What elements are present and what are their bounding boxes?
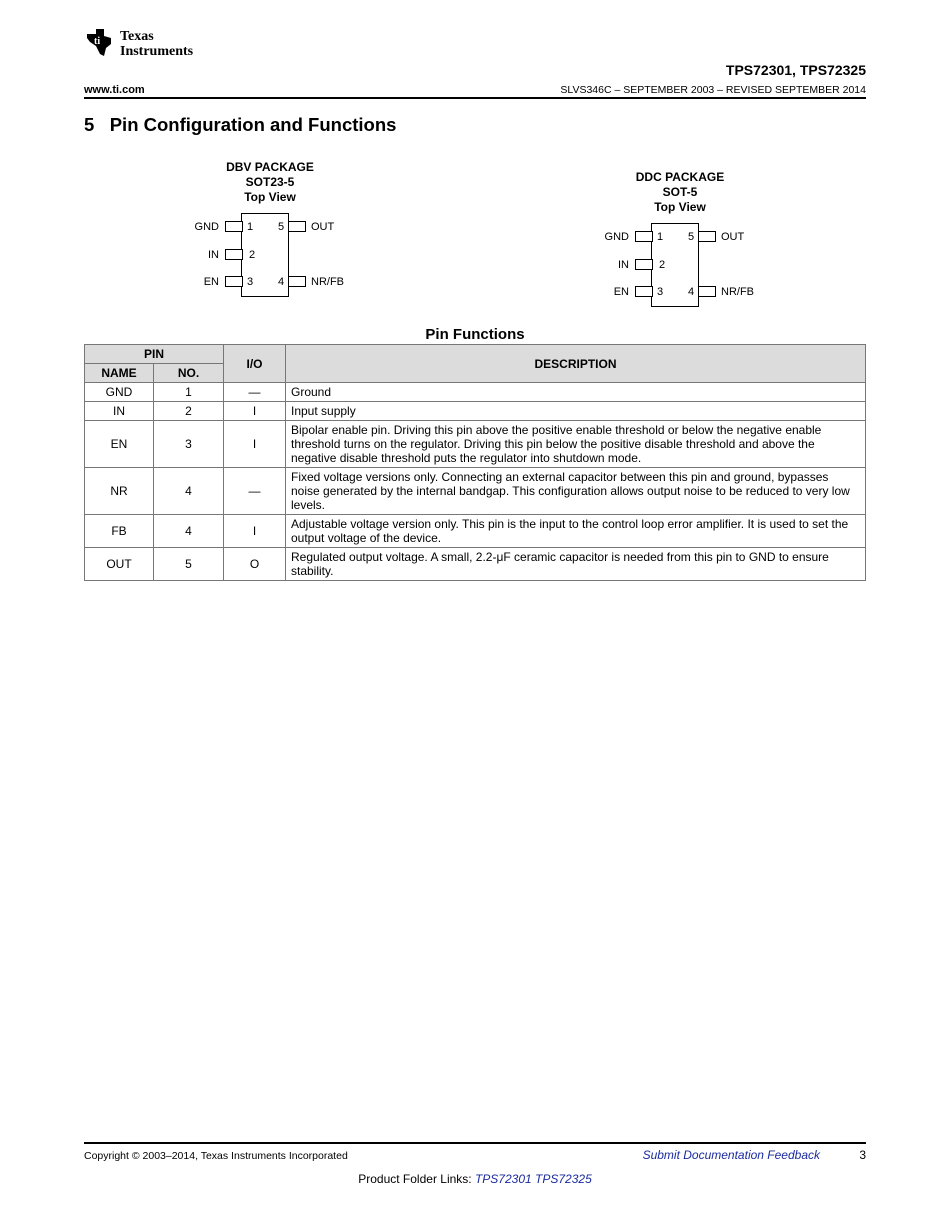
- ddc-pin-label-en: EN: [613, 286, 629, 298]
- cell-io: —: [224, 383, 286, 402]
- ddc-pin-label-out: OUT: [721, 231, 745, 243]
- ddc-pin-box: [698, 231, 716, 242]
- header-no: NO.: [154, 364, 224, 383]
- ddc-pin-number: 3: [657, 286, 664, 298]
- dbv-pin-box: [225, 221, 243, 232]
- copyright: Copyright © 2003–2014, Texas Instruments Incorporated: [84, 1150, 348, 1162]
- table-row: [85, 383, 866, 402]
- dbv-pin-label-nrfb: NR/FB: [311, 276, 344, 288]
- folder-link-tps72301[interactable]: TPS72301: [474, 1172, 532, 1186]
- cell-description: Input supply: [286, 402, 866, 421]
- cell-no: 2: [154, 402, 224, 421]
- dbv-pin-label-in: IN: [208, 249, 219, 261]
- dbv-title-line2: SOT23-5: [245, 175, 295, 189]
- cell-name: GND: [85, 383, 154, 402]
- dbv-title-line1: DBV PACKAGE: [226, 160, 314, 174]
- cell-no: 5: [154, 548, 224, 581]
- header-rule: [84, 97, 866, 99]
- cell-name: IN: [85, 402, 154, 421]
- ddc-title-line1: DDC PACKAGE: [635, 170, 725, 184]
- submit-feedback-link[interactable]: Submit Documentation Feedback: [642, 1148, 820, 1162]
- cell-no: 3: [154, 421, 224, 468]
- cell-name: FB: [85, 515, 154, 548]
- cell-description: Adjustable voltage version only. This pin is the input to the control loop error amplifier. It is used to set the output voltage of the device.: [286, 515, 866, 548]
- dbv-pin-number: 5: [278, 221, 285, 233]
- header-name: NAME: [85, 364, 154, 383]
- ti-logo-icon: [84, 26, 116, 58]
- website-link[interactable]: www.ti.com: [84, 84, 145, 96]
- part-numbers: TPS72301, TPS72325: [725, 62, 866, 78]
- cell-io: O: [224, 548, 286, 581]
- cell-no: 4: [154, 515, 224, 548]
- ddc-package-diagram: [590, 170, 770, 320]
- cell-name: NR: [85, 468, 154, 515]
- dbv-pin-box: [288, 221, 306, 232]
- ddc-pin-label-gnd: GND: [604, 231, 629, 243]
- header-description: DESCRIPTION: [286, 345, 866, 383]
- product-folder-links: [0, 1172, 950, 1186]
- cell-name: EN: [85, 421, 154, 468]
- header-pin: PIN: [85, 345, 224, 364]
- dbv-pin-number: 4: [278, 276, 285, 288]
- ddc-pin-label-in: IN: [618, 259, 629, 271]
- cell-io: I: [224, 515, 286, 548]
- ddc-pin-box: [635, 286, 653, 297]
- ddc-title-line3: Top View: [654, 200, 706, 214]
- cell-io: —: [224, 468, 286, 515]
- logo-text-line2: Instruments: [120, 44, 194, 59]
- dbv-pin-box: [225, 249, 243, 260]
- dbv-pin-label-en: EN: [203, 276, 219, 288]
- ddc-title-line2: SOT-5: [662, 185, 698, 199]
- page-number: 3: [859, 1148, 866, 1162]
- cell-description: Regulated output voltage. A small, 2.2-μF ceramic capacitor is needed from this pin to GND to ensure stability.: [286, 548, 866, 581]
- logo-text-line1: Texas: [120, 29, 154, 44]
- ddc-pin-number: 4: [688, 286, 695, 298]
- ddc-pin-number: 5: [688, 231, 695, 243]
- cell-io: I: [224, 421, 286, 468]
- dbv-package-diagram: [180, 160, 360, 310]
- folder-link-tps72325[interactable]: TPS72325: [535, 1172, 592, 1186]
- footer-rule: [84, 1142, 866, 1144]
- table-caption: Pin Functions: [425, 326, 525, 343]
- pin-functions-table: [84, 344, 866, 581]
- dbv-pin-box: [288, 276, 306, 287]
- ddc-pin-box: [635, 231, 653, 242]
- cell-description: Fixed voltage versions only. Connecting an external capacitor between this pin and ground, bypasses noise generated by the internal bandgap. This configuration allows output noise to be reduced to very low levels.: [286, 468, 866, 515]
- ddc-pin-number: 2: [659, 259, 666, 271]
- table-row: [85, 402, 866, 421]
- section-title: 5 Pin Configuration and Functions: [84, 114, 397, 135]
- header-io: I/O: [224, 345, 286, 383]
- ti-logo[interactable]: [84, 26, 244, 66]
- dbv-package-title: [180, 160, 360, 205]
- document-reference: SLVS346C – SEPTEMBER 2003 – REVISED SEPTEMBER 2014: [560, 84, 866, 96]
- dbv-pin-number: 2: [249, 249, 256, 261]
- dbv-pin-number: 1: [247, 221, 254, 233]
- table-row: [85, 421, 866, 468]
- ddc-pin-number: 1: [657, 231, 664, 243]
- dbv-pin-box: [225, 276, 243, 287]
- dbv-pin-label-gnd: GND: [194, 221, 219, 233]
- dbv-pin-label-out: OUT: [311, 221, 335, 233]
- ddc-pin-box: [698, 286, 716, 297]
- ddc-package-title: [590, 170, 770, 215]
- table-row: [85, 548, 866, 581]
- dbv-pin-number: 3: [247, 276, 254, 288]
- dbv-title-line3: Top View: [244, 190, 296, 204]
- cell-no: 1: [154, 383, 224, 402]
- table-row: [85, 515, 866, 548]
- svg-text:ti: ti: [94, 36, 101, 47]
- cell-description: Bipolar enable pin. Driving this pin above the positive enable threshold or below the negative enable threshold turns on the regulator. Driving this pin below the positive disable threshold and above the negative disable threshold puts the regulator into shutdown mode.: [286, 421, 866, 468]
- ddc-pin-box: [635, 259, 653, 270]
- table-row: [85, 468, 866, 515]
- cell-name: OUT: [85, 548, 154, 581]
- cell-io: I: [224, 402, 286, 421]
- cell-description: Ground: [286, 383, 866, 402]
- folder-label: Product Folder Links:: [358, 1172, 472, 1186]
- ddc-pin-label-nrfb: NR/FB: [721, 286, 754, 298]
- cell-no: 4: [154, 468, 224, 515]
